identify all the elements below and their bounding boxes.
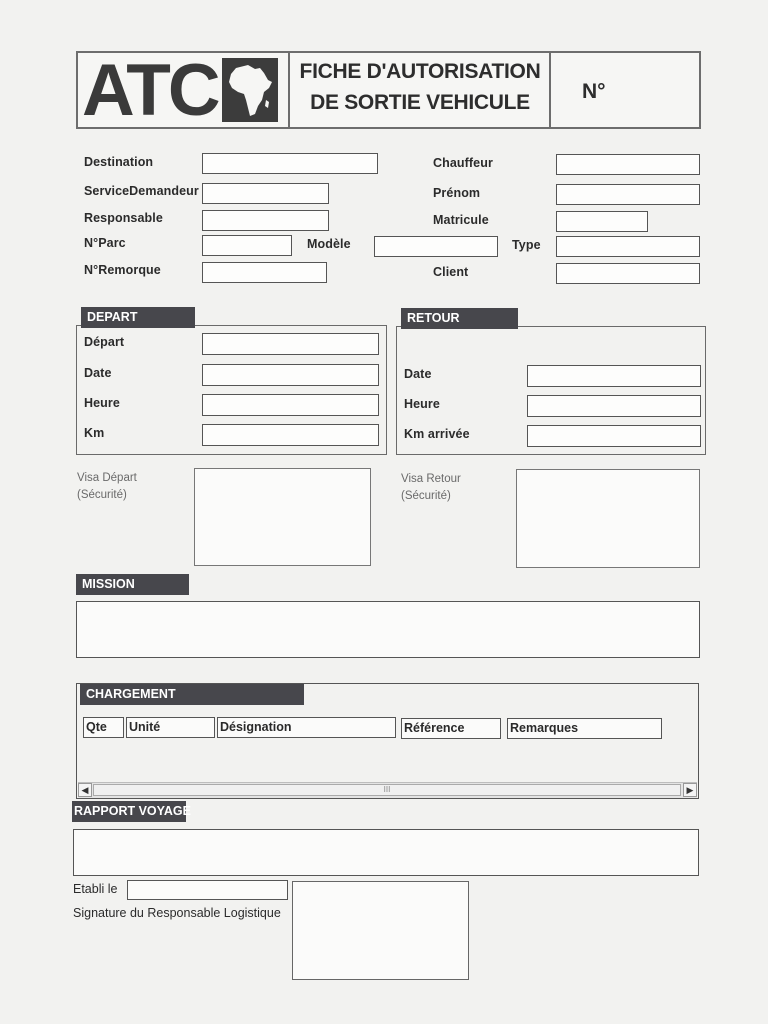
rapport-field[interactable] (73, 829, 699, 876)
prenom-label: Prénom (433, 186, 481, 200)
visa-depart-line2: (Sécurité) (77, 489, 127, 501)
form-title-line1: FICHE D'AUTORISATION (299, 60, 541, 83)
client-label: Client (433, 265, 469, 279)
visa-retour-box[interactable] (516, 469, 700, 568)
responsable-field[interactable] (202, 210, 329, 231)
retour-heure-field[interactable] (527, 395, 701, 417)
etabli-field[interactable] (127, 880, 288, 900)
visa-retour-line1: Visa Retour (401, 473, 461, 485)
scroll-right-button[interactable]: ▶ (683, 783, 697, 797)
chauffeur-field[interactable] (556, 154, 700, 175)
depart-date-label: Date (84, 366, 112, 380)
visa-depart-label (77, 470, 137, 504)
depart-km-label: Km (84, 426, 105, 440)
mission-field[interactable] (76, 601, 700, 658)
matricule-field[interactable] (556, 211, 648, 232)
visa-depart-box[interactable] (194, 468, 371, 566)
depart-tab: DEPART (81, 307, 195, 328)
retour-date-label: Date (404, 367, 432, 381)
scroll-left-button[interactable]: ◀ (78, 783, 92, 797)
parc-label: N°Parc (84, 236, 126, 250)
col-remarques: Remarques (507, 718, 662, 739)
signature-label: Signature du Responsable Logistique (73, 906, 281, 920)
scroll-thumb[interactable] (93, 784, 681, 796)
retour-date-field[interactable] (527, 365, 701, 387)
horizontal-scrollbar[interactable] (78, 782, 697, 798)
header-divider-2 (549, 53, 551, 127)
modele-label: Modèle (307, 237, 351, 251)
visa-retour-line2: (Sécurité) (401, 490, 451, 502)
form-title (292, 56, 548, 118)
depart-km-field[interactable] (202, 424, 379, 446)
etabli-label: Etabli le (73, 882, 118, 896)
service-label: ServiceDemandeur (84, 184, 199, 198)
destination-label: Destination (84, 155, 154, 169)
chauffeur-label: Chauffeur (433, 156, 493, 170)
depart-heure-field[interactable] (202, 394, 379, 416)
retour-tab: RETOUR (401, 308, 518, 329)
responsable-label: Responsable (84, 211, 163, 225)
africa-map-icon (222, 58, 278, 122)
col-unite: Unité (126, 717, 215, 738)
type-label: Type (512, 238, 541, 252)
remorque-label: N°Remorque (84, 263, 161, 277)
parc-field[interactable] (202, 235, 292, 256)
signature-box[interactable] (292, 881, 469, 980)
retour-km-label: Km arrivée (404, 427, 470, 441)
matricule-label: Matricule (433, 213, 489, 227)
type-field[interactable] (556, 236, 700, 257)
depart-date-field[interactable] (202, 364, 379, 386)
depart-depart-field[interactable] (202, 333, 379, 355)
client-field[interactable] (556, 263, 700, 284)
service-field[interactable] (202, 183, 329, 204)
number-label: N° (582, 80, 606, 103)
col-reference: Référence (401, 718, 501, 739)
retour-heure-label: Heure (404, 397, 440, 411)
destination-field[interactable] (202, 153, 378, 174)
rapport-tab: RAPPORT VOYAGE (72, 801, 186, 822)
modele-field[interactable] (374, 236, 498, 257)
logo-text: ATC (82, 50, 218, 131)
header-divider-1 (288, 53, 290, 127)
visa-retour-label (401, 471, 461, 505)
depart-depart-label: Départ (84, 335, 125, 349)
retour-km-field[interactable] (527, 425, 701, 447)
prenom-field[interactable] (556, 184, 700, 205)
form-title-line2: DE SORTIE VEHICULE (310, 91, 530, 114)
depart-heure-label: Heure (84, 396, 120, 410)
company-logo (82, 50, 282, 131)
col-qte: Qte (83, 717, 124, 738)
mission-tab: MISSION (76, 574, 189, 595)
col-designation: Désignation (217, 717, 396, 738)
remorque-field[interactable] (202, 262, 327, 283)
scroll-grip: III (383, 785, 391, 794)
visa-depart-line1: Visa Départ (77, 472, 137, 484)
chargement-tab: CHARGEMENT (80, 684, 304, 705)
